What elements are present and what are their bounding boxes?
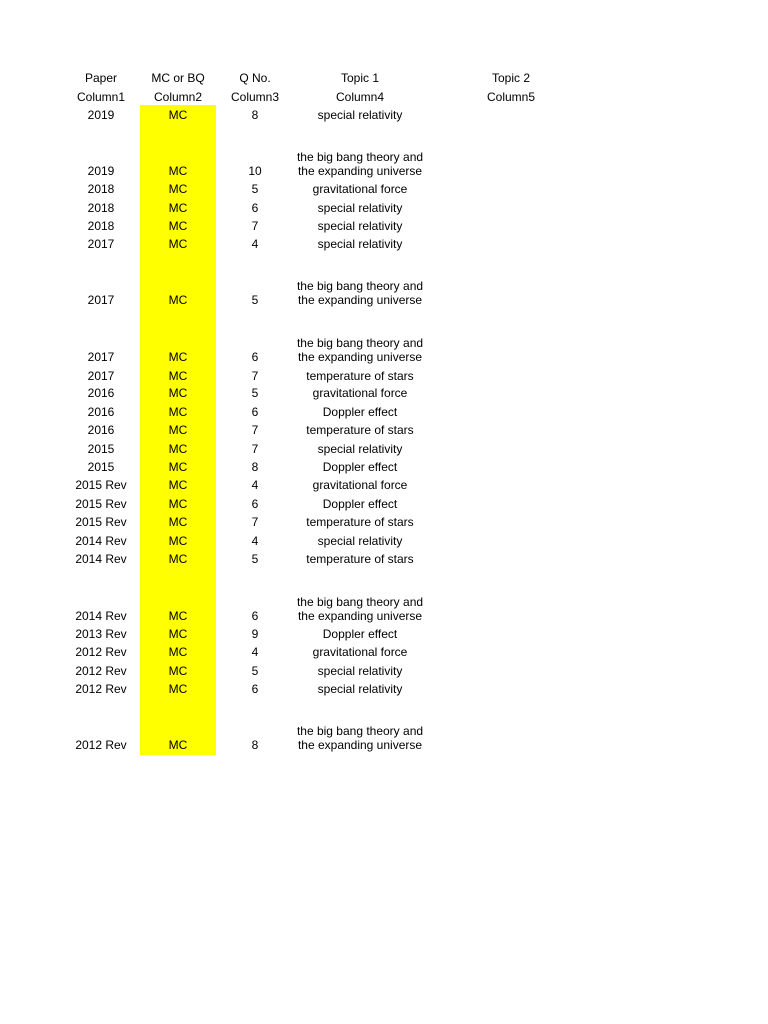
cell-topic-1[interactable]: special relativity [317, 682, 403, 696]
table-row [0, 198, 768, 215]
table-row [0, 704, 768, 752]
cell-q-no[interactable]: 5 [251, 664, 259, 678]
table-row [0, 383, 768, 400]
cell-q-no[interactable]: 5 [251, 182, 259, 196]
cell-topic-1[interactable]: special relativity [317, 534, 403, 548]
table-row [0, 494, 768, 511]
cell-q-no[interactable]: 7 [251, 442, 259, 456]
table-row [0, 549, 768, 566]
cell-mc-or-bq[interactable]: MC [168, 293, 188, 307]
cell-mc-or-bq[interactable]: MC [168, 182, 188, 196]
cell-topic-1[interactable]: the big bang theory and the expanding universe [296, 150, 424, 178]
cell-q-no[interactable]: 7 [251, 369, 259, 383]
cell-q-no[interactable]: 10 [248, 164, 262, 178]
cell-paper[interactable]: 2013 Rev [75, 627, 127, 641]
cell-q-no[interactable]: 4 [251, 645, 259, 659]
cell-q-no[interactable]: 8 [251, 738, 259, 752]
cell-mc-or-bq[interactable]: MC [168, 350, 188, 364]
cell-topic-1[interactable]: special relativity [317, 219, 403, 233]
cell-mc-or-bq[interactable]: MC [168, 664, 188, 678]
cell-paper[interactable]: 2014 Rev [75, 609, 127, 623]
cell-paper[interactable]: 2016 [87, 405, 115, 419]
cell-q-no[interactable]: 9 [251, 627, 259, 641]
cell-mc-or-bq[interactable]: MC [168, 534, 188, 548]
cell-mc-or-bq[interactable]: MC [168, 164, 188, 178]
table-row [0, 259, 768, 307]
cell-mc-or-bq[interactable]: MC [168, 201, 188, 215]
cell-mc-or-bq[interactable]: MC [168, 460, 188, 474]
cell-mc-or-bq[interactable]: MC [168, 497, 188, 511]
cell-topic-1[interactable]: special relativity [317, 201, 403, 215]
table-row [0, 624, 768, 641]
cell-topic-1[interactable]: the big bang theory and the expanding universe [296, 279, 424, 307]
cell-topic-1[interactable]: temperature of stars [306, 423, 414, 437]
cell-mc-or-bq[interactable]: MC [168, 369, 188, 383]
cell-q-no[interactable]: 8 [251, 460, 259, 474]
cell-topic-1[interactable]: Doppler effect [322, 405, 398, 419]
cell-q-no[interactable]: 4 [251, 534, 259, 548]
header-column2[interactable]: Column2 [153, 90, 203, 104]
cell-topic-1[interactable]: Doppler effect [322, 497, 398, 511]
cell-mc-or-bq[interactable]: MC [168, 237, 188, 251]
cell-mc-or-bq[interactable]: MC [168, 405, 188, 419]
cell-q-no[interactable]: 6 [251, 350, 259, 364]
cell-topic-1[interactable]: the big bang theory and the expanding universe [296, 336, 424, 364]
cell-q-no[interactable]: 6 [251, 497, 259, 511]
cell-mc-or-bq[interactable]: MC [168, 423, 188, 437]
cell-topic-1[interactable]: gravitational force [312, 478, 408, 492]
cell-topic-1[interactable]: Doppler effect [322, 460, 398, 474]
cell-paper[interactable]: 2015 [87, 442, 115, 456]
cell-mc-or-bq[interactable]: MC [168, 682, 188, 696]
cell-mc-or-bq[interactable]: MC [168, 515, 188, 529]
header-row-1 [0, 71, 768, 85]
cell-paper[interactable]: 2017 [87, 369, 115, 383]
table-row [0, 457, 768, 474]
table-row [0, 475, 768, 492]
cell-topic-1[interactable]: the big bang theory and the expanding universe [296, 595, 424, 623]
header-column4[interactable]: Column4 [335, 90, 385, 104]
cell-mc-or-bq[interactable]: MC [168, 645, 188, 659]
cell-paper[interactable]: 2016 [87, 386, 115, 400]
cell-mc-or-bq[interactable]: MC [168, 478, 188, 492]
header-q-no[interactable]: Q No. [239, 71, 271, 85]
cell-topic-1[interactable]: temperature of stars [306, 369, 414, 383]
cell-topic-1[interactable]: the big bang theory and the expanding universe [296, 724, 424, 752]
table-row [0, 531, 768, 548]
cell-q-no[interactable]: 7 [251, 515, 259, 529]
cell-paper[interactable]: 2012 Rev [75, 664, 127, 678]
cell-paper[interactable]: 2019 [87, 164, 115, 178]
table-row [0, 130, 768, 178]
cell-paper[interactable]: 2017 [87, 293, 115, 307]
cell-q-no[interactable]: 8 [251, 108, 259, 122]
cell-paper[interactable]: 2015 [87, 460, 115, 474]
cell-paper[interactable]: 2018 [87, 201, 115, 215]
cell-q-no[interactable]: 5 [251, 293, 259, 307]
table-row [0, 679, 768, 696]
cell-topic-1[interactable]: gravitational force [312, 645, 408, 659]
cell-paper[interactable]: 2018 [87, 182, 115, 196]
cell-q-no[interactable]: 7 [251, 423, 259, 437]
header-mc-or-bq[interactable]: MC or BQ [151, 71, 205, 85]
header-column3[interactable]: Column3 [230, 90, 280, 104]
table-row [0, 439, 768, 456]
cell-paper[interactable]: 2012 Rev [75, 738, 127, 752]
cell-q-no[interactable]: 6 [251, 609, 259, 623]
table-row [0, 216, 768, 233]
cell-mc-or-bq[interactable]: MC [168, 609, 188, 623]
cell-paper[interactable]: 2015 Rev [75, 497, 127, 511]
table-row [0, 316, 768, 364]
cell-mc-or-bq[interactable]: MC [168, 442, 188, 456]
table-row [0, 179, 768, 196]
table-row [0, 642, 768, 659]
cell-paper[interactable]: 2014 Rev [75, 552, 127, 566]
cell-topic-1[interactable]: special relativity [317, 108, 403, 122]
cell-topic-1[interactable]: gravitational force [312, 182, 408, 196]
cell-paper[interactable]: 2015 Rev [75, 478, 127, 492]
cell-mc-or-bq[interactable]: MC [168, 219, 188, 233]
cell-topic-1[interactable]: Doppler effect [322, 627, 398, 641]
cell-mc-or-bq[interactable]: MC [168, 552, 188, 566]
cell-paper[interactable]: 2017 [87, 350, 115, 364]
cell-topic-1[interactable]: special relativity [317, 237, 403, 251]
cell-topic-1[interactable]: temperature of stars [306, 552, 414, 566]
cell-mc-or-bq[interactable]: MC [168, 108, 188, 122]
cell-q-no[interactable]: 5 [251, 552, 259, 566]
table-row [0, 661, 768, 678]
cell-q-no[interactable]: 4 [251, 478, 259, 492]
table-row [0, 366, 768, 383]
cell-topic-1[interactable]: special relativity [317, 442, 403, 456]
table-row [0, 402, 768, 419]
cell-topic-1[interactable]: special relativity [317, 664, 403, 678]
header-row-2 [0, 90, 768, 104]
cell-paper[interactable]: 2015 Rev [75, 515, 127, 529]
cell-paper[interactable]: 2012 Rev [75, 645, 127, 659]
cell-paper[interactable]: 2014 Rev [75, 534, 127, 548]
cell-mc-or-bq[interactable]: MC [168, 627, 188, 641]
cell-paper[interactable]: 2016 [87, 423, 115, 437]
table-row [0, 512, 768, 529]
cell-paper[interactable]: 2018 [87, 219, 115, 233]
cell-q-no[interactable]: 6 [251, 405, 259, 419]
header-column5[interactable]: Column5 [486, 90, 536, 104]
table-row [0, 234, 768, 251]
cell-paper[interactable]: 2017 [87, 237, 115, 251]
table-row [0, 420, 768, 437]
header-topic-1[interactable]: Topic 1 [340, 71, 380, 85]
table-row [0, 105, 768, 122]
cell-paper[interactable]: 2019 [87, 108, 115, 122]
header-column1[interactable]: Column1 [76, 90, 126, 104]
cell-q-no[interactable]: 5 [251, 386, 259, 400]
cell-topic-1[interactable]: gravitational force [312, 386, 408, 400]
cell-q-no[interactable]: 7 [251, 219, 259, 233]
cell-q-no[interactable]: 6 [251, 201, 259, 215]
header-topic-2[interactable]: Topic 2 [491, 71, 531, 85]
cell-paper[interactable]: 2012 Rev [75, 682, 127, 696]
table-row [0, 575, 768, 623]
cell-q-no[interactable]: 4 [251, 237, 259, 251]
cell-topic-1[interactable]: temperature of stars [306, 515, 414, 529]
cell-mc-or-bq[interactable]: MC [168, 738, 188, 752]
cell-q-no[interactable]: 6 [251, 682, 259, 696]
cell-mc-or-bq[interactable]: MC [168, 386, 188, 400]
header-paper[interactable]: Paper [84, 71, 118, 85]
